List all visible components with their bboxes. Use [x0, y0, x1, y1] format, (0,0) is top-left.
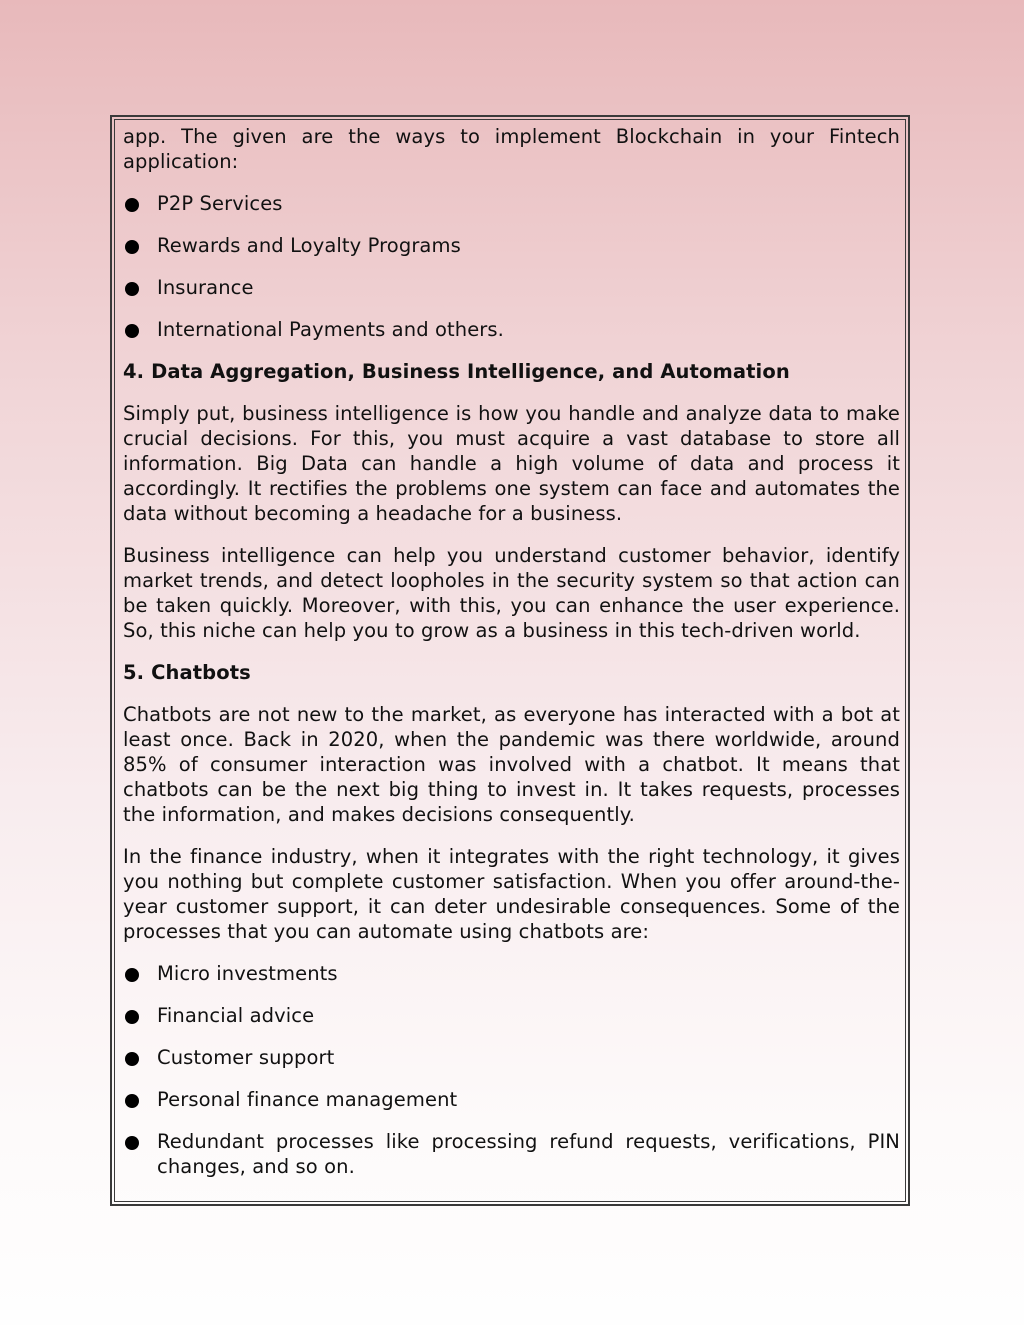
list-item-text: Insurance: [157, 276, 254, 299]
list-item: [123, 191, 900, 216]
bullet-dot-icon: [125, 1010, 139, 1024]
section-4-heading: 4. Data Aggregation, Business Intelligence, and Automation: [123, 360, 790, 383]
list-item: [123, 233, 900, 258]
section-5-paragraph-1: Chatbots are not new to the market, as everyone has interacted with a bot at least once. Back in 2020, when the pandemic was there worldwide, around 85% of consumer interaction was involved with a chatbot. It means that chatbots can be the next big thing to invest in. It takes requests, processes the information, and makes decisions consequently.: [123, 703, 900, 826]
bullet-dot-icon: [125, 324, 139, 338]
list-item: [123, 1003, 900, 1028]
list-item-text: Redundant processes like processing refund requests, verifications, PIN changes, and so on.: [157, 1130, 900, 1178]
intro-paragraph: app. The given are the ways to implement Blockchain in your Fintech application:: [123, 125, 900, 173]
section-4-paragraph-2: Business intelligence can help you understand customer behavior, identify market trends, and detect loopholes in the security system so that action can be taken quickly. Moreover, with this, you can enhance the user experience. So, this niche can help you to grow as a business in this tech-driven world.: [123, 544, 900, 642]
chatbot-process-list: [123, 961, 900, 1179]
document-frame-inner: [114, 119, 906, 1202]
list-item: [123, 1045, 900, 1070]
section-5-paragraph-2: In the finance industry, when it integrates with the right technology, it gives you nothing but complete customer satisfaction. When you offer around-the-year customer support, it can deter undesirable consequences. Some of the processes that you can automate using chatbots are:: [123, 845, 900, 943]
list-item-text: Personal finance management: [157, 1088, 458, 1111]
bullet-dot-icon: [125, 968, 139, 982]
blockchain-list: [123, 191, 900, 342]
bullet-dot-icon: [125, 240, 139, 254]
list-item-text: Rewards and Loyalty Programs: [157, 234, 461, 257]
list-item-text: Micro investments: [157, 962, 338, 985]
list-item: [123, 275, 900, 300]
list-item: [123, 1087, 900, 1112]
list-item-text: International Payments and others.: [157, 318, 504, 341]
document-content: [123, 124, 900, 1179]
bullet-dot-icon: [125, 198, 139, 212]
document-frame: [110, 115, 910, 1206]
bullet-dot-icon: [125, 282, 139, 296]
list-item: [123, 317, 900, 342]
bullet-dot-icon: [125, 1094, 139, 1108]
section-5-heading: 5. Chatbots: [123, 661, 251, 684]
bullet-dot-icon: [125, 1136, 139, 1150]
list-item: [123, 1129, 900, 1179]
section-4-paragraph-1: Simply put, business intelligence is how you handle and analyze data to make crucial decisions. For this, you must acquire a vast database to store all information. Big Data can handle a high volume of data and process it accordingly. It rectifies the problems one system can face and automates the data without becoming a headache for a business.: [123, 402, 900, 525]
list-item-text: P2P Services: [157, 192, 283, 215]
list-item-text: Customer support: [157, 1046, 335, 1069]
list-item-text: Financial advice: [157, 1004, 315, 1027]
list-item: [123, 961, 900, 986]
bullet-dot-icon: [125, 1052, 139, 1066]
